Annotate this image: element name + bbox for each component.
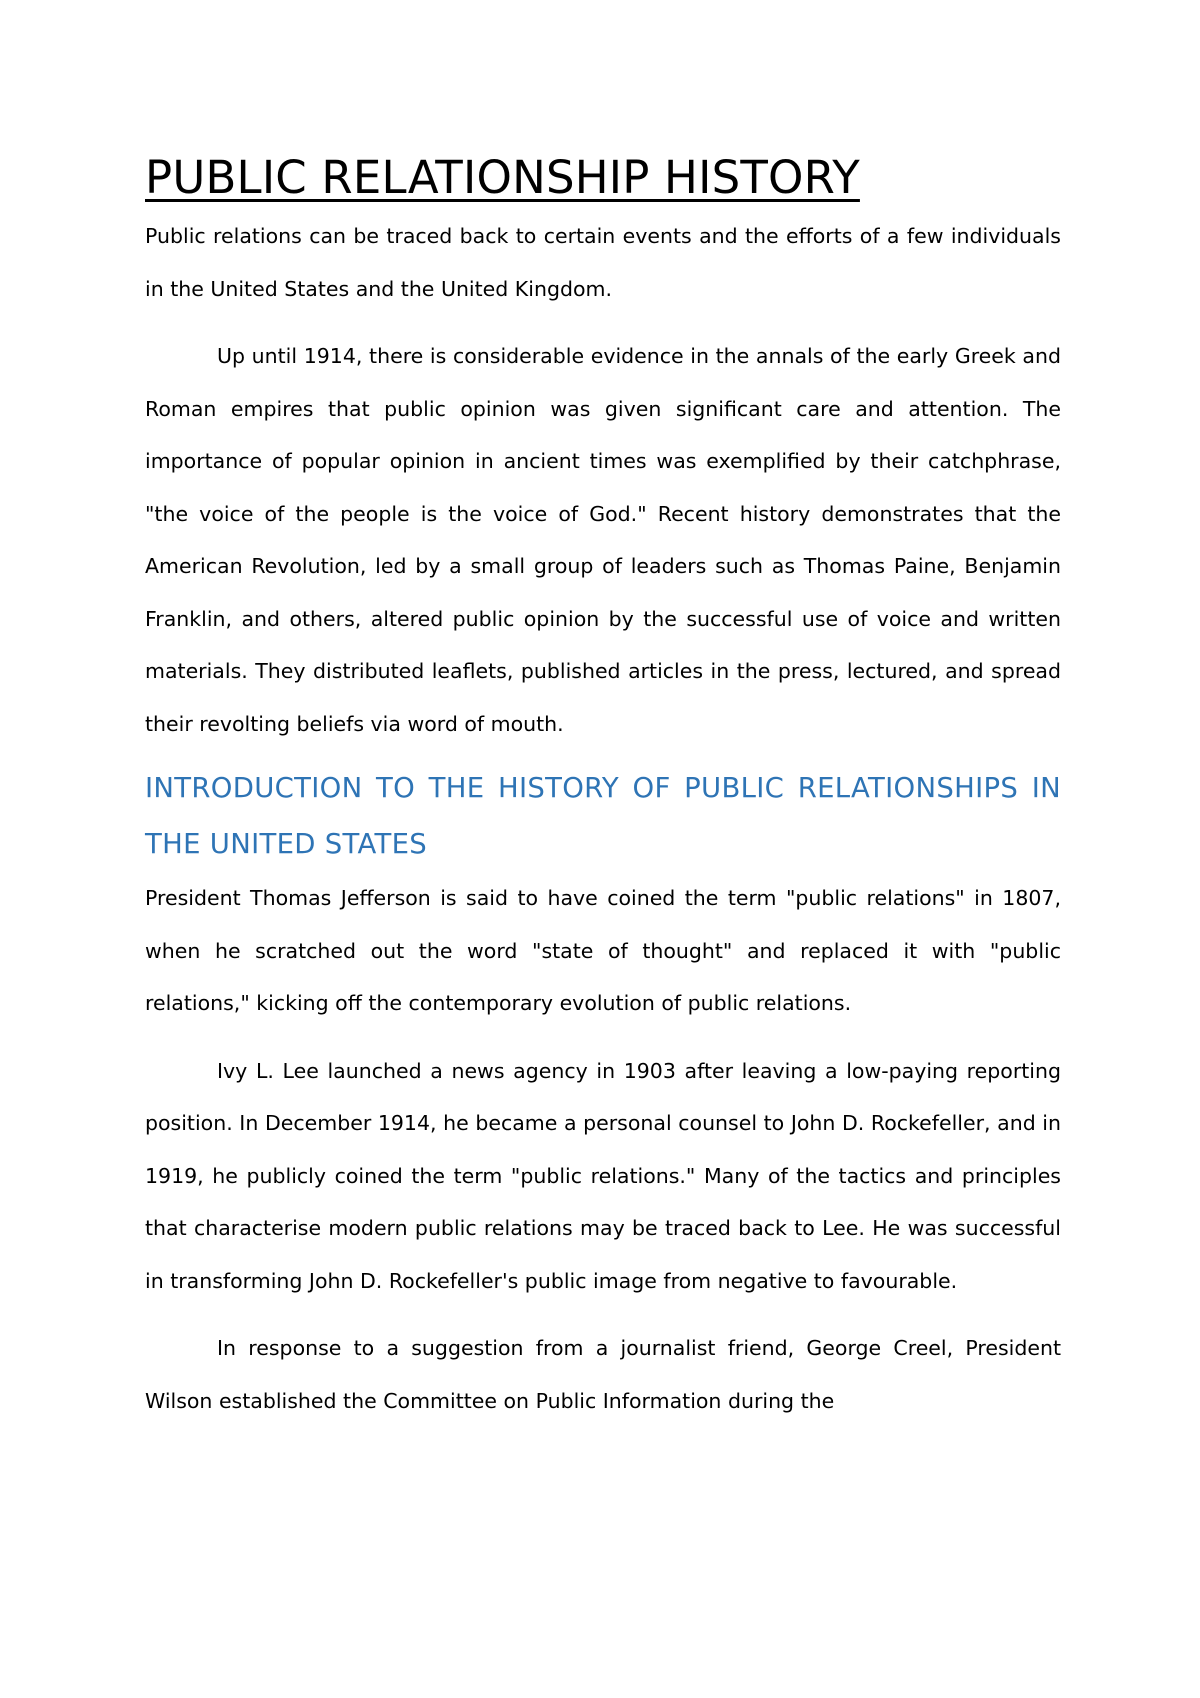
intro-paragraph: Public relations can be traced back to certain events and the efforts of a few individuals in the United States and the United Kingdom.: [145, 224, 1061, 301]
document-body: [145, 148, 1061, 1427]
paragraph-jefferson: President Thomas Jefferson is said to have coined the term "public relations" in 1807, when he scratched out the word "state of thought" and replaced it with "public relations," kicking off the contemporary evolution of public relations.: [145, 886, 1061, 1015]
paragraph-ancient-history: Up until 1914, there is considerable evidence in the annals of the early Greek and Roman empires that public opinion was given significant care and attention. The importance of popular opinion in ancient times was exemplified by their catchphrase, "the voice of the people is the voice of God." Recent history demonstrates that the American Revolution, led by a small group of leaders such as Thomas Paine, Benjamin Franklin, and others, altered public opinion by the successful use of voice and written materials. They distributed leaflets, published articles in the press, lectured, and spread their revolting beliefs via word of mouth.: [145, 344, 1061, 736]
paragraph-ivy-lee: Ivy L. Lee launched a news agency in 1903 after leaving a low-paying reporting position. In December 1914, he became a personal counsel to John D. Rockefeller, and in 1919, he publicly coined the term "public relations." Many of the tactics and principles that characterise modern public relations may be traced back to Lee. He was successful in transforming John D. Rockefeller's public image from negative to favourable.: [145, 1058, 1061, 1293]
paragraph-wilson: In response to a suggestion from a journalist friend, George Creel, President Wilson established the Committee on Public Information during the: [145, 1336, 1061, 1413]
document-title: PUBLIC RELATIONSHIP HISTORY: [145, 151, 860, 204]
section-heading: INTRODUCTION TO THE HISTORY OF PUBLIC RELATIONSHIPS IN THE UNITED STATES: [145, 772, 1061, 860]
